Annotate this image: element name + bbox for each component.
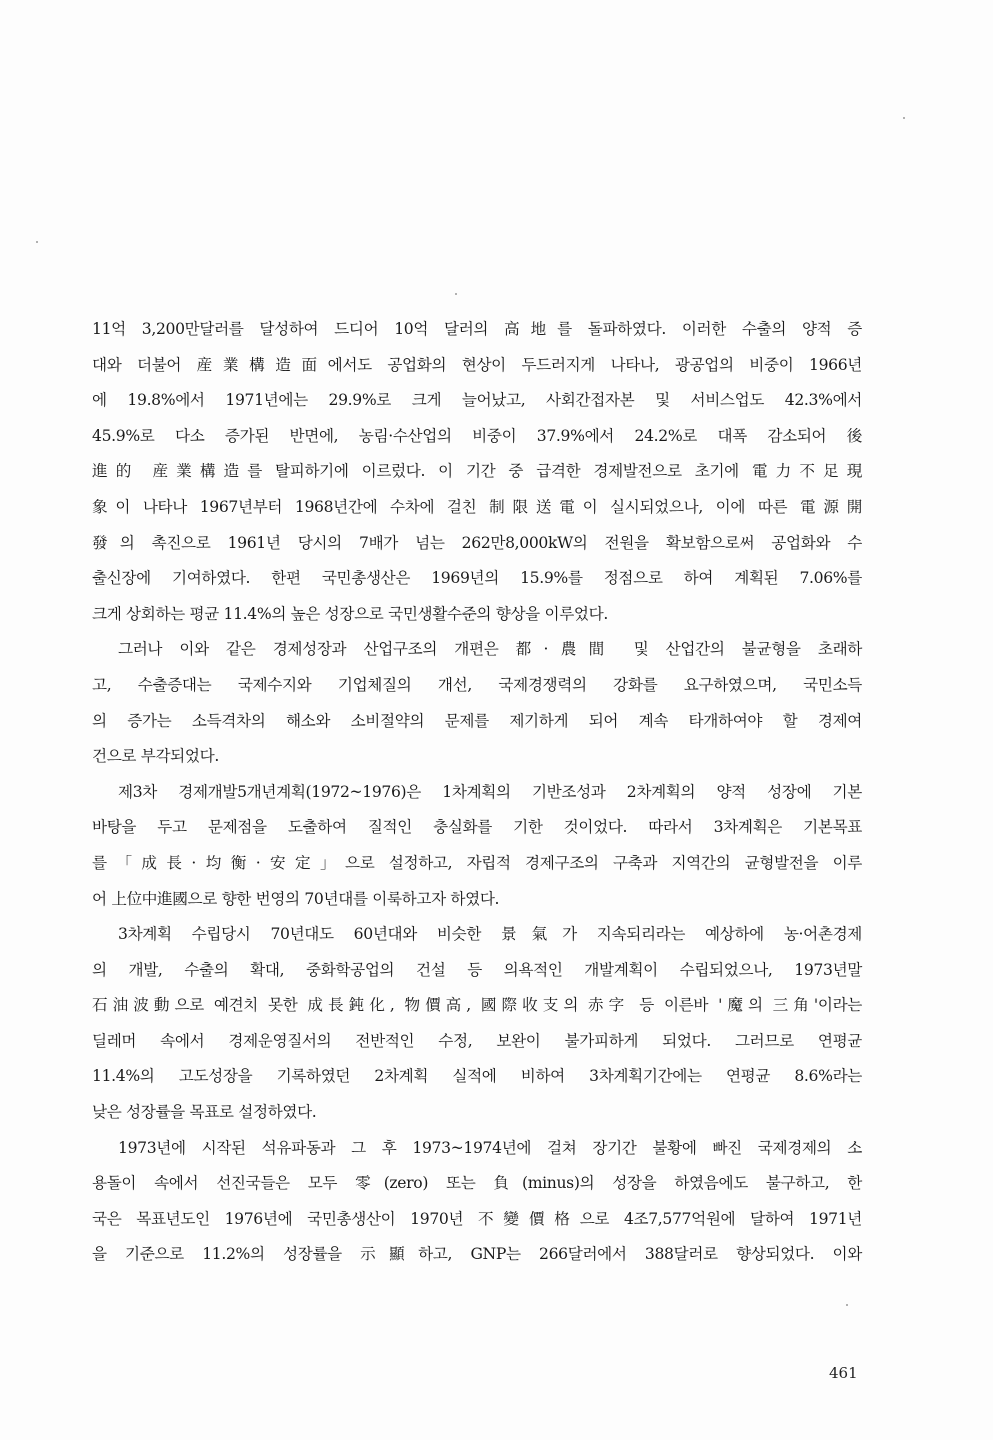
text-line: 發의 촉진으로 1961년 당시의 7배가 넘는 262만8,000kW의 전원을 확보함으로써 공업화와 수 [92, 533, 862, 552]
text-line: 바탕을 두고 문제점을 도출하여 질적인 충실화를 기한 것이었다. 따라서 3차계획은 기본목표 [92, 818, 862, 837]
scan-speck [846, 1304, 848, 1306]
text-line: 에 19.8%에서 1971년에는 29.9%로 크게 늘어났고, 사회간접자본 및 서비스업도 42.3%에서 [92, 391, 862, 410]
paragraph-first-line: 제3차 경제개발5개년계획(1972~1976)은 1차계획의 기반조성과 2차계획의 양적 성장에 기본 [118, 782, 862, 801]
text-line: 의 개발, 수출의 확대, 중화학공업의 건설 등 의욕적인 개발계획이 수립되었으나, 1973년말 [92, 960, 862, 979]
text-line: 출신장에 기여하였다. 한편 국민총생산은 1969년의 15.9%를 정점으로 하여 계획된 7.06%를 [92, 569, 862, 588]
text-line: 고, 수출증대는 국제수지와 기업체질의 개선, 국제경쟁력의 강화를 요구하였으며, 국민소득 [92, 675, 862, 694]
text-line: 11억 3,200만달러를 달성하여 드디어 10억 달러의 高地를 돌파하였다. 이러한 수출의 양적 증 [92, 320, 862, 338]
text-line: 11.4%의 고도성장을 기록하였던 2차계획 실적에 비하여 3차계획기간에는 연평균 8.6%라는 [92, 1067, 862, 1086]
text-line: 건으로 부각되었다. [92, 747, 219, 766]
text-line: 象이 나타나 1967년부터 1968년간에 수차에 걸친 制限送電이 실시되었으나, 이에 따른 電源開 [92, 497, 862, 516]
body-text [92, 312, 862, 1273]
text-line: 石油波動으로 예견치 못한 成長鈍化, 物價高, 國際收支의 赤字 등 이른바 '魔의 三角'이라는 [92, 996, 862, 1015]
paragraph-first-line: 그러나 이와 같은 경제성장과 산업구조의 개편은 都·農間 및 산업간의 불균형을 초래하 [118, 640, 862, 659]
text-line: 낮은 성장률을 목표로 설정하였다. [92, 1103, 317, 1122]
paragraph-first-line: 3차계획 수립당시 70년대도 60년대와 비슷한 景氣가 지속되리라는 예상하에 농·어촌경제 [118, 925, 862, 944]
page-number: 461 [829, 1364, 858, 1382]
text-line: 을 기준으로 11.2%의 성장률을 示顯하고, GNP는 266달러에서 388달러로 향상되었다. 이와 [92, 1245, 862, 1264]
text-line: 국은 목표년도인 1976년에 국민총생산이 1970년 不變價格으로 4조7,577억원에 달하여 1971년 [92, 1209, 862, 1228]
text-line: 進的 産業構造를 탈피하기에 이르렀다. 이 기간 중 급격한 경제발전으로 초기에 電力不足現 [92, 462, 862, 481]
text-line: 크게 상회하는 평균 11.4%의 높은 성장으로 국민생활수준의 향상을 이루었다. [92, 604, 608, 623]
text-line: 의 증가는 소득격차의 해소와 소비절약의 문제를 제기하게 되어 계속 타개하여야 할 경제여 [92, 711, 862, 730]
text-line: 용돌이 속에서 선진국들은 모두 零(zero) 또는 負(minus)의 성장을 하였음에도 불구하고, 한 [92, 1174, 862, 1193]
scan-speck [903, 117, 905, 119]
text-line: 45.9%로 다소 증가된 반면에, 농림·수산업의 비중이 37.9%에서 24.2%로 대폭 감소되어 後 [92, 426, 862, 445]
scan-speck [36, 241, 38, 243]
scan-speck [455, 293, 457, 295]
text-line: 를「成長·均衡·安定」으로 설정하고, 자립적 경제구조의 구축과 지역간의 균형발전을 이루 [92, 853, 862, 872]
text-line: 대와 더불어 産業構造面에서도 공업화의 현상이 두드러지게 나타나, 광공업의 비중이 1966년 [92, 355, 862, 374]
text-line: 딜레머 속에서 경제운영질서의 전반적인 수정, 보완이 불가피하게 되었다. 그러므로 연평균 [92, 1031, 862, 1050]
paragraph-first-line: 1973년에 시작된 석유파동과 그 후 1973~1974년에 걸쳐 장기간 불황에 빠진 국제경제의 소 [118, 1138, 862, 1157]
text-line: 어 上位中進國으로 향한 번영의 70년대를 이룩하고자 하였다. [92, 889, 500, 908]
